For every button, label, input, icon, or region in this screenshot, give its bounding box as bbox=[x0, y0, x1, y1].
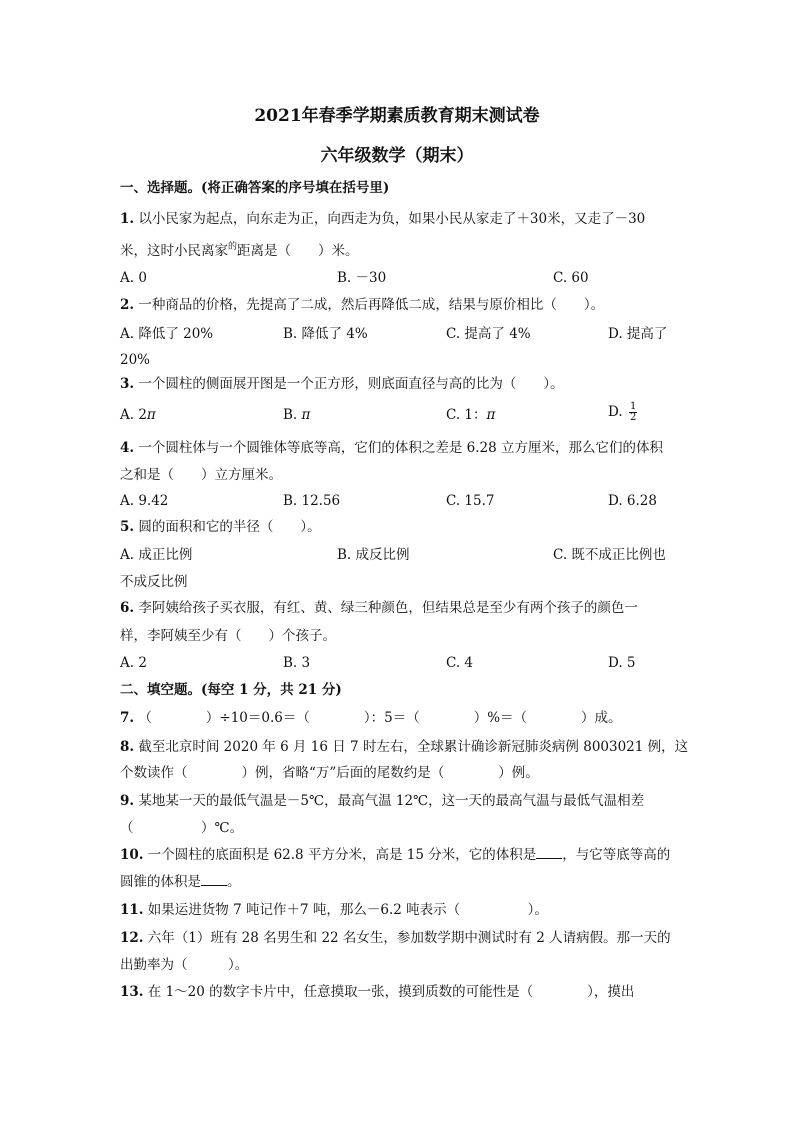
option-a: A. 成正比例 bbox=[120, 547, 193, 563]
option-a: A. 9.42 bbox=[120, 493, 169, 509]
question-text: 一个圆柱的侧面展开图是一个正方形，则底面直径与高的比为（ ）。 bbox=[138, 376, 564, 392]
option-b: B. 3 bbox=[283, 655, 311, 671]
question-1 bbox=[120, 209, 645, 229]
pi-symbol: π bbox=[301, 407, 311, 423]
question-8 bbox=[120, 737, 688, 757]
answer-blank[interactable] bbox=[201, 885, 227, 886]
option-label: A. 2 bbox=[120, 407, 147, 423]
question-text: 米，这时小民离家 bbox=[120, 243, 228, 259]
option-a: A. 0 bbox=[120, 270, 147, 286]
option-d bbox=[608, 402, 637, 423]
question-text: ，与它等底等高的 bbox=[562, 847, 671, 863]
question-7 bbox=[120, 708, 622, 728]
question-10 bbox=[120, 845, 670, 865]
question-5 bbox=[120, 517, 321, 537]
option-c: C. 提高了 4% bbox=[446, 326, 531, 342]
question-3 bbox=[120, 374, 564, 394]
answer-blank[interactable] bbox=[536, 858, 562, 859]
question-12 bbox=[120, 928, 671, 948]
option-b bbox=[283, 405, 310, 425]
option-c: C. 既不成正比例也 bbox=[553, 547, 666, 563]
question-number: 7. bbox=[120, 710, 135, 726]
question-6 bbox=[120, 598, 638, 618]
question-9 bbox=[120, 791, 644, 811]
exam-subtitle: 六年级数学（期末） bbox=[320, 146, 474, 166]
question-1-cont bbox=[120, 241, 359, 263]
question-8-cont: 个数读作（ ）例，省略“万”后面的尾数约是（ ）例。 bbox=[120, 765, 539, 781]
option-d: D. 提高了 bbox=[608, 326, 668, 342]
question-number: 2. bbox=[120, 297, 135, 313]
question-text: 截至北京时间 2020 年 6 月 16 日 7 时左右，全球累计确诊新冠肺炎病例 8003021 例，这 bbox=[138, 739, 689, 755]
question-number: 3. bbox=[120, 376, 135, 392]
question-text: 圆锥的体积是 bbox=[120, 874, 201, 890]
question-number: 4. bbox=[120, 440, 135, 456]
option-c-cont: 不成反比例 bbox=[120, 574, 188, 590]
question-number: 8. bbox=[120, 739, 135, 755]
question-text: 六年（1）班有 28 名男生和 22 名女生，参加数学期中测试时有 2 人请病假。那一天的 bbox=[147, 930, 671, 946]
question-4 bbox=[120, 438, 663, 458]
question-13 bbox=[120, 982, 634, 1002]
option-b: B. 降低了 4% bbox=[283, 326, 368, 342]
option-a: A. 降低了 20% bbox=[120, 326, 214, 342]
section-heading-choice: 一、选择题。(将正确答案的序号填在括号里) bbox=[120, 180, 390, 196]
question-9-cont: （ ）℃。 bbox=[120, 820, 244, 836]
option-a bbox=[120, 405, 156, 425]
fraction bbox=[629, 402, 637, 423]
option-d: D. 5 bbox=[608, 655, 636, 671]
question-text: 以小民家为起点，向东走为正，向西走为负，如果小民从家走了＋30米，又走了－30 bbox=[138, 211, 646, 227]
option-label: B. bbox=[283, 407, 302, 423]
fraction-denominator: 2 bbox=[629, 412, 637, 423]
question-text: （ ）÷10＝0.6＝（ ）：5＝（ ）%＝（ ）成。 bbox=[138, 710, 622, 726]
question-text: 一种商品的价格，先提高了二成，然后再降低二成，结果与原价相比（ ）。 bbox=[138, 297, 605, 313]
question-4-cont: 之和是（ ）立方厘米。 bbox=[120, 467, 282, 483]
option-b: B. －30 bbox=[337, 270, 387, 286]
option-b: B. 12.56 bbox=[283, 493, 341, 509]
pi-symbol: π bbox=[486, 407, 496, 423]
exam-title: 2021年春季学期素质教育期末测试卷 bbox=[254, 106, 540, 126]
question-number: 10. bbox=[120, 847, 144, 863]
option-a: A. 2 bbox=[120, 655, 147, 671]
option-c: C. 60 bbox=[553, 270, 589, 286]
option-d: D. 6.28 bbox=[608, 493, 657, 509]
question-text: 距离是（ ）米。 bbox=[237, 243, 359, 259]
question-number: 6. bbox=[120, 600, 135, 616]
option-c: C. 15.7 bbox=[446, 493, 495, 509]
option-b: B. 成反比例 bbox=[337, 547, 410, 563]
question-text: 在 1～20 的数字卡片中，任意摸取一张，摸到质数的可能性是（ ），摸出 bbox=[147, 984, 635, 1000]
option-label: D. bbox=[608, 404, 627, 420]
question-number: 9. bbox=[120, 793, 135, 809]
question-text: 一个圆柱的底面积是 62.8 平方分米，高是 15 分米，它的体积是 bbox=[147, 847, 537, 863]
option-label: C. 1： bbox=[446, 407, 487, 423]
question-12-cont: 出勤率为（ ）。 bbox=[120, 957, 249, 973]
question-number: 11. bbox=[120, 902, 144, 918]
question-text: 某地某一天的最低气温是－5℃，最高气温 12℃，这一天的最高气温与最低气温相差 bbox=[138, 793, 645, 809]
question-text: 一个圆柱体与一个圆锥体等底等高，它们的体积之差是 6.28 立方厘米，那么它们的体积 bbox=[138, 440, 664, 456]
option-c bbox=[446, 405, 495, 425]
question-10-cont bbox=[120, 872, 241, 892]
question-2 bbox=[120, 295, 604, 315]
question-11 bbox=[120, 900, 548, 920]
option-d-cont: 20% bbox=[120, 352, 151, 368]
question-number: 1. bbox=[120, 211, 135, 227]
question-text: 李阿姨给孩子买衣服，有红、黄、绿三种颜色，但结果总是至少有两个孩子的颜色一 bbox=[138, 600, 638, 616]
question-text: 。 bbox=[227, 874, 241, 890]
pi-symbol: π bbox=[146, 407, 156, 423]
question-number: 5. bbox=[120, 519, 135, 535]
question-number: 13. bbox=[120, 984, 144, 1000]
section-heading-fill: 二、填空题。(每空 1 分，共 21 分) bbox=[120, 682, 342, 698]
question-6-cont: 样，李阿姨至少有（ ）个孩子。 bbox=[120, 628, 336, 644]
fraction-numerator: 1 bbox=[629, 401, 637, 412]
question-text-superscript: 的 bbox=[228, 242, 238, 252]
question-text: 如果运进货物 7 吨记作＋7 吨，那么－6.2 吨表示（ ）。 bbox=[147, 902, 548, 918]
option-c: C. 4 bbox=[446, 655, 474, 671]
question-text: 圆的面积和它的半径（ ）。 bbox=[138, 519, 321, 535]
question-number: 12. bbox=[120, 930, 144, 946]
